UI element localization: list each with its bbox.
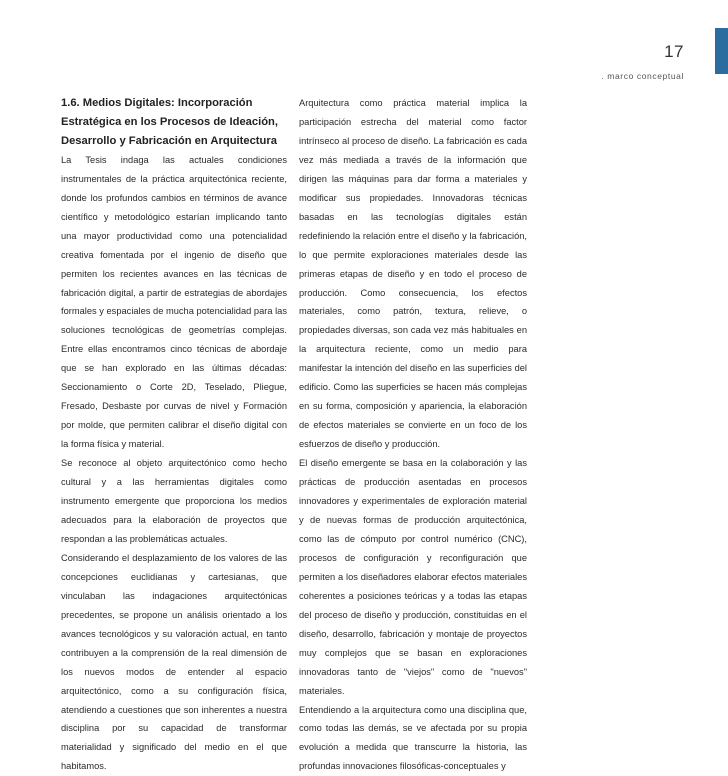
section-label: . marco conceptual	[601, 71, 684, 81]
left-column	[61, 94, 287, 776]
paragraph: Arquitectura como práctica material implica la participación estrecha del material como factor intrínseco al proceso de diseño. La fabricación es cada vez más mediada a través de la información que dirigen las máquinas para dar forma a materiales y modificar sus propiedades. Innovadoras técnicas basadas en las tecnologías digitales están redefiniendo la relación entre el diseño y la fabricación, lo que permite exploraciones materiales desde las primeras etapas de diseño y en todo el proceso de producción. Como consecuencia, los efectos materiales, como patrón, textura, relieve, o propiedades diversas, son cada vez más habituales en la arquitectura reciente, como un medio para manifestar la intención del diseño en las superficies del edificio. Como las superficies se hacen más complejas en su forma, composición y apariencia, la elaboración de efectos materiales se convierte en un foco de los esfuerzos de diseño y producción.	[299, 94, 527, 454]
paragraph: Considerando el desplazamiento de los valores de las concepciones euclidianas y cartesianas, que vinculaban las indagaciones arquitectónicas precedentes, se propone un análisis orientado a los avances tecnológicos y su valoración actual, en tanto contribuyen a la comprensión de la real dimensión de los nuevos modos de entender al espacio arquitectónico, como a su configuración física, atendiendo a cuestiones que son inherentes a nuestra disciplina por su capacidad de transformar materialidad y significado del medio en el que habitamos.	[61, 549, 287, 776]
paragraph: Entendiendo a la arquitectura como una disciplina que, como todas las demás, se ve afectada por su propia evolución a medida que transcurre la historia, las profundas innovaciones filosóficas-conceptuales y	[299, 701, 527, 776]
section-heading: 1.6. Medios Digitales: Incorporación Estratégica en los Procesos de Ideación, Desarrollo y Fabricación en Arquitectura	[61, 94, 287, 151]
page-number: 17	[664, 42, 684, 62]
paragraph: El diseño emergente se basa en la colaboración y las prácticas de producción asentadas en procesos innovadores y experimentales de exploración material y de nuevas formas de producción arquitectónica, como las de cómputo por control numérico (CNC), procesos de configuración y reconfiguración que permiten a los diseñadores elaborar efectos materiales coherentes a posiciones teóricas y a todas las etapas del proceso de diseño y producción, constituidas en el diseño, desarrollo, fabricación y montaje de proyectos muy complejos que se basan en exploraciones innovadoras tanto de "viejos" como de "nuevos" materiales.	[299, 454, 527, 700]
paragraph: La Tesis indaga las actuales condiciones instrumentales de la práctica arquitectónica reciente, donde los profundos cambios en términos de avance científico y metodológico estarían implicando tanto una mayor productividad como una potencialidad creativa fomentada por el ingenio de diseño que permiten los recientes avances en las técnicas de fabricación digital, a partir de estrategias de abordajes formales y espaciales de mucha potencialidad para las soluciones tecnológicas de geometrías complejas. Entre ellas encontramos cinco técnicas de abordaje que se han explorado en las últimas décadas: Seccionamiento o Corte 2D, Teselado, Pliegue, Fresado, Desbaste por curvas de nivel y Formación por molde, que permiten calibrar el diseño digital con la forma física y material.	[61, 151, 287, 454]
paragraph: Se reconoce al objeto arquitectónico como hecho cultural y a las herramientas digitales como instrumento emergente que proporciona los medios adecuados para la elaboración de proyectos que respondan a las problemáticas actuales.	[61, 454, 287, 549]
chapter-tab-marker	[715, 28, 728, 74]
right-column	[299, 94, 527, 776]
